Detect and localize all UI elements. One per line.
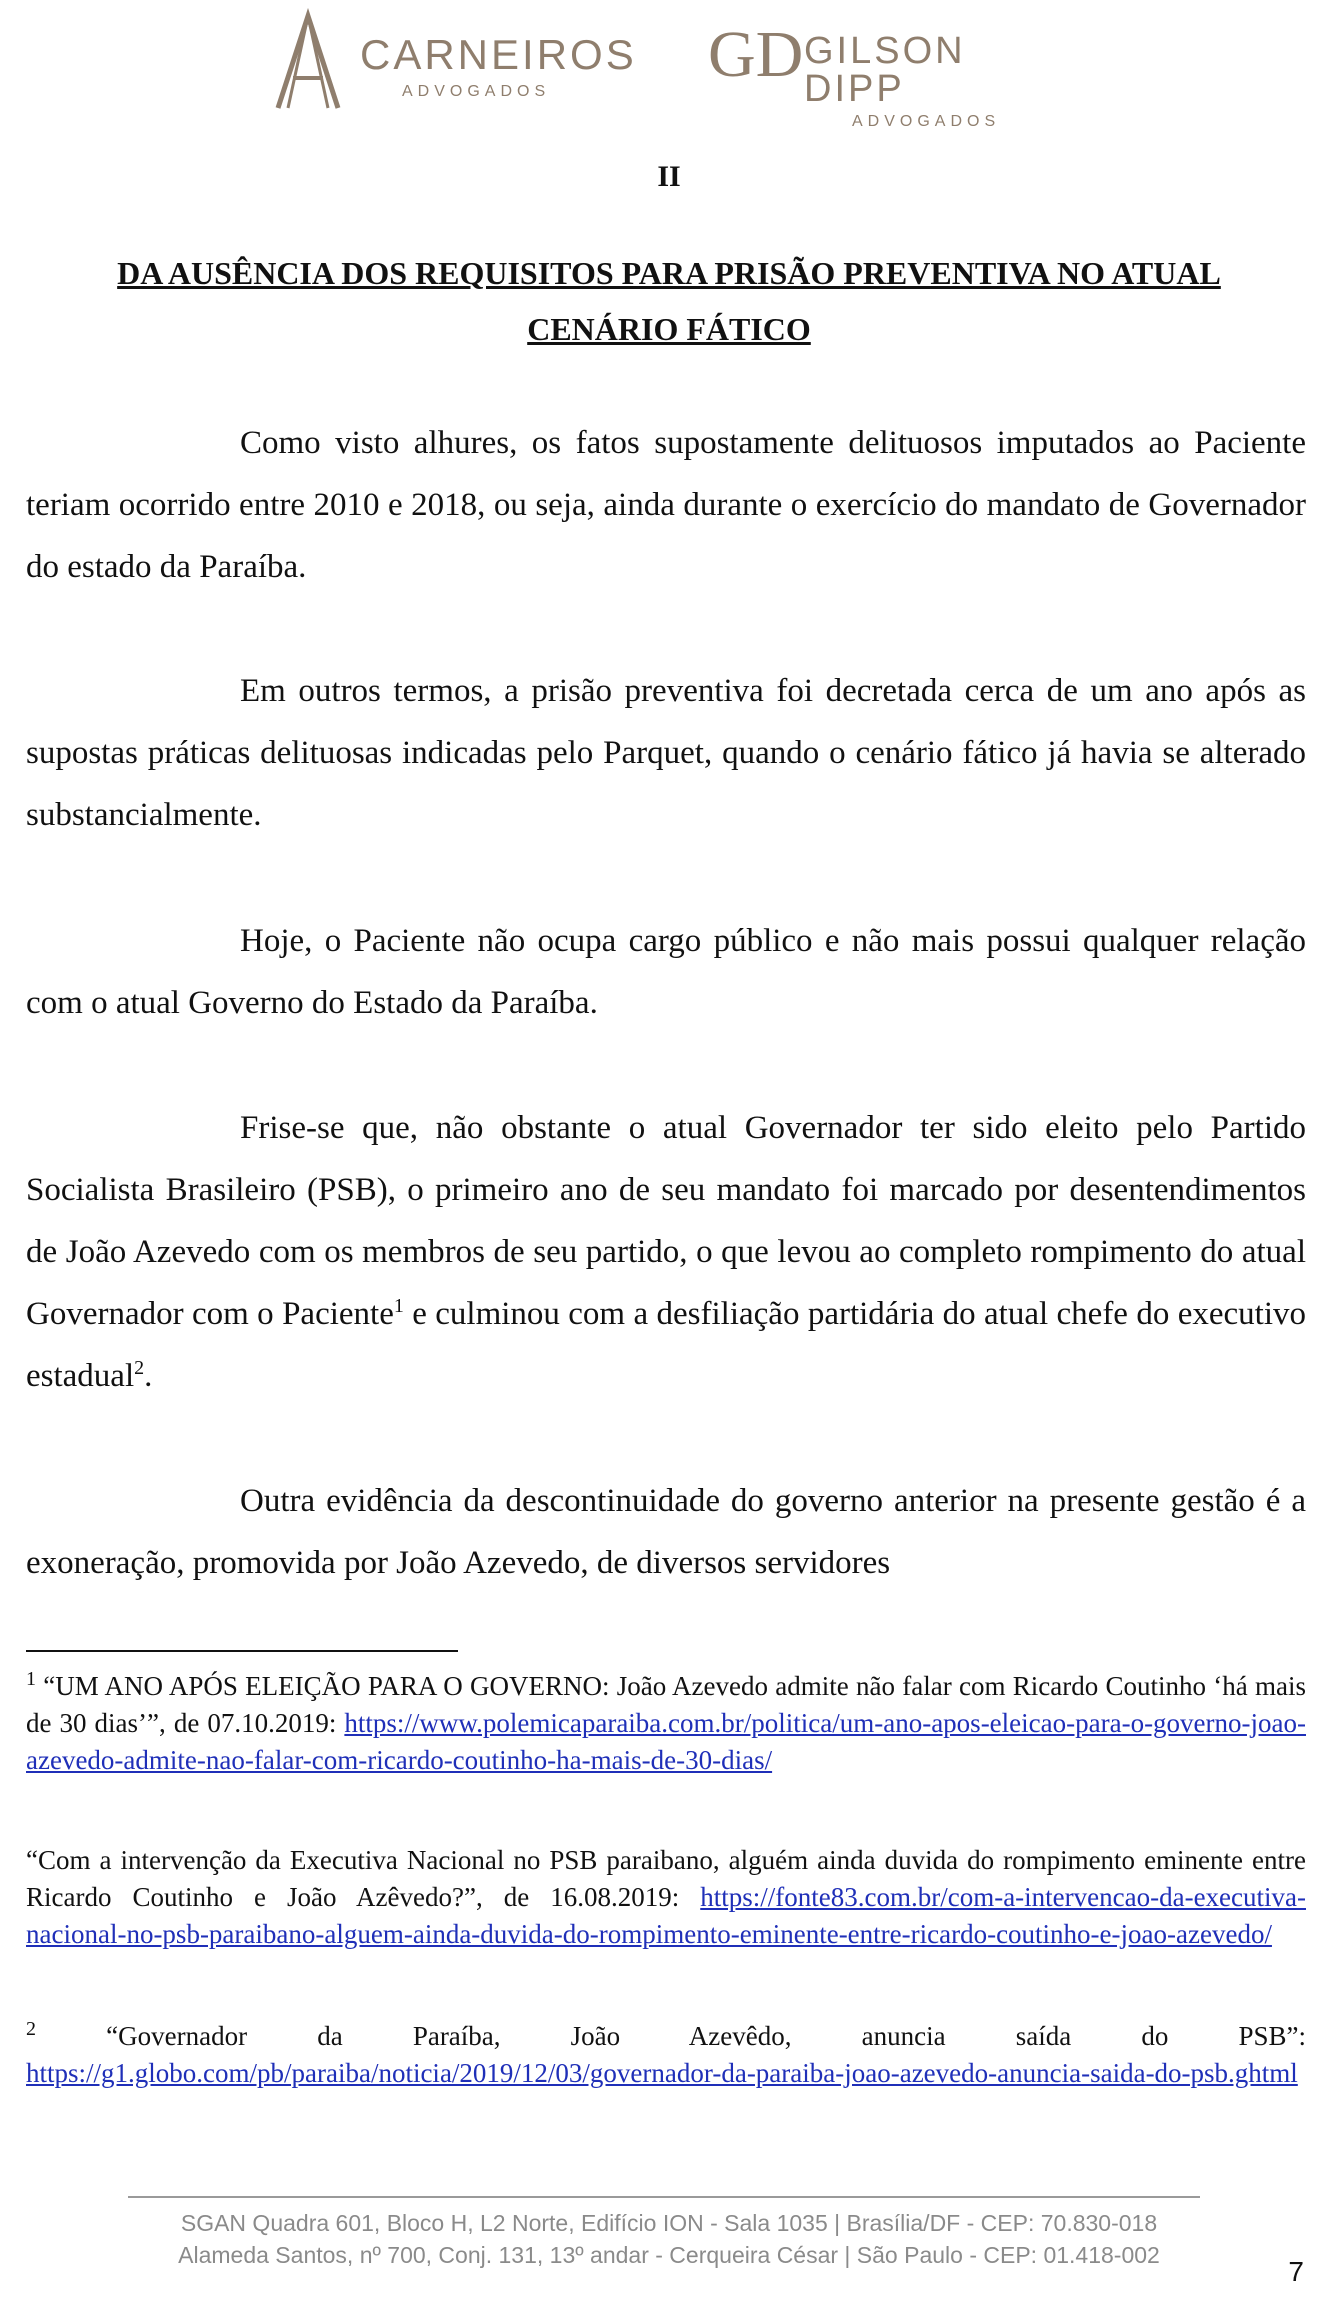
footnote-2 <box>26 2018 1306 2092</box>
gilson-dipp-logo <box>708 18 1068 130</box>
footnote-1 <box>26 1668 1306 1779</box>
footnote-1b-text: “Com a intervenção da Executiva Nacional no PSB paraibano, alguém ainda duvida do rompimento eminente entre Ricardo Coutinho e João Azêvedo?”, de 16.08.2019: <box>26 1845 1306 1912</box>
footnote-1-link[interactable]: https://www.polemicaparaiba.com.br/politica/um-ano-apos-eleicao-para-o-governo-joao-azevedo-admite-nao-falar-com-ricardo-coutinho-ha-mais-de-30-dias/ <box>26 1708 1306 1775</box>
gilson-dipp-name: GILSON DIPP <box>804 30 966 110</box>
footnote-1-number: 1 <box>26 1668 36 1690</box>
paragraph-4 <box>26 1097 1306 1407</box>
footnote-1b <box>26 1842 1306 1953</box>
page-number: 7 <box>1288 2256 1304 2287</box>
page-header <box>0 0 1338 130</box>
footer-address-1: SGAN Quadra 601, Bloco H, L2 Norte, Edifício ION - Sala 1035 | Brasília/DF - CEP: 70.830-018 <box>180 2210 1158 2236</box>
section-title: DA AUSÊNCIA DOS REQUISITOS PARA PRISÃO PREVENTIVA NO ATUAL CENÁRIO FÁTICO <box>117 255 1221 347</box>
footnote-2-text: “Governador da Paraíba, João Azevêdo, anuncia saída do PSB”: <box>36 2021 1306 2051</box>
carneiros-logo <box>268 8 668 118</box>
carneiros-monogram-icon <box>268 8 358 118</box>
carneiros-sub: ADVOGADOS <box>402 83 551 100</box>
footnote-ref-2: 2 <box>134 1357 145 1379</box>
footnote-2-number: 2 <box>26 2018 36 2040</box>
footnote-separator <box>26 1650 458 1652</box>
gilson-dipp-sub: ADVOGADOS <box>852 113 1001 130</box>
paragraph-4-text-a: Frise-se que, não obstante o atual Governador ter sido eleito pelo Partido Socialista Brasileiro (PSB), o primeiro ano de seu mandato foi marcado por desentendimentos de João Azevedo com os membros de seu partido, o que levou ao completo rompimento do atual Governador com o Paciente <box>26 1110 1306 1332</box>
footnote-1-text: “UM ANO APÓS ELEIÇÃO PARA O GOVERNO: João Azevedo admite não falar com Ricardo Coutinho ‘há mais de 30 dias’”, de 07.10.2019: <box>26 1671 1306 1738</box>
footnote-1b-link[interactable]: https://fonte83.com.br/com-a-intervencao-da-executiva-nacional-no-psb-paraibano-alguem-ainda-duvida-do-rompimento-eminente-entre-ricardo-coutinho-e-joao-azevedo/ <box>26 1882 1306 1949</box>
footnote-ref-1: 1 <box>393 1295 404 1317</box>
paragraph-5: Outra evidência da descontinuidade do governo anterior na presente gestão é a exoneração, promovida por João Azevedo, de diversos servidores <box>26 1483 1306 1581</box>
paragraph-4-text-c: . <box>144 1358 153 1394</box>
carneiros-name: CARNEIROS <box>360 31 637 78</box>
paragraph-3: Hoje, o Paciente não ocupa cargo público e não mais possui qualquer relação com o atual Governo do Estado da Paraíba. <box>26 923 1306 1021</box>
section-number: II <box>657 160 681 193</box>
footer-address-2: Alameda Santos, nº 700, Conj. 131, 13º andar - Cerqueira César | São Paulo - CEP: 01.418-002 <box>178 2242 1160 2268</box>
footer-separator <box>128 2196 1200 2198</box>
paragraph-1: Como visto alhures, os fatos supostamente delituosos imputados ao Paciente teriam ocorrido entre 2010 e 2018, ou seja, ainda durante o exercício do mandato de Governador do estado da Paraíba. <box>26 425 1306 585</box>
paragraph-2: Em outros termos, a prisão preventiva foi decretada cerca de um ano após as supostas práticas delituosas indicadas pelo Parquet, quando o cenário fático já havia se alterado substancialmente. <box>26 673 1306 833</box>
gd-monogram-icon: GD <box>708 18 804 91</box>
paragraph-4-text-b: e culminou com a desfiliação partidária do atual chefe do executivo estadual <box>26 1296 1306 1394</box>
footnote-2-link[interactable]: https://g1.globo.com/pb/paraiba/noticia/2019/12/03/governador-da-paraiba-joao-azevedo-anuncia-saida-do-psb.ghtml <box>26 2058 1298 2088</box>
